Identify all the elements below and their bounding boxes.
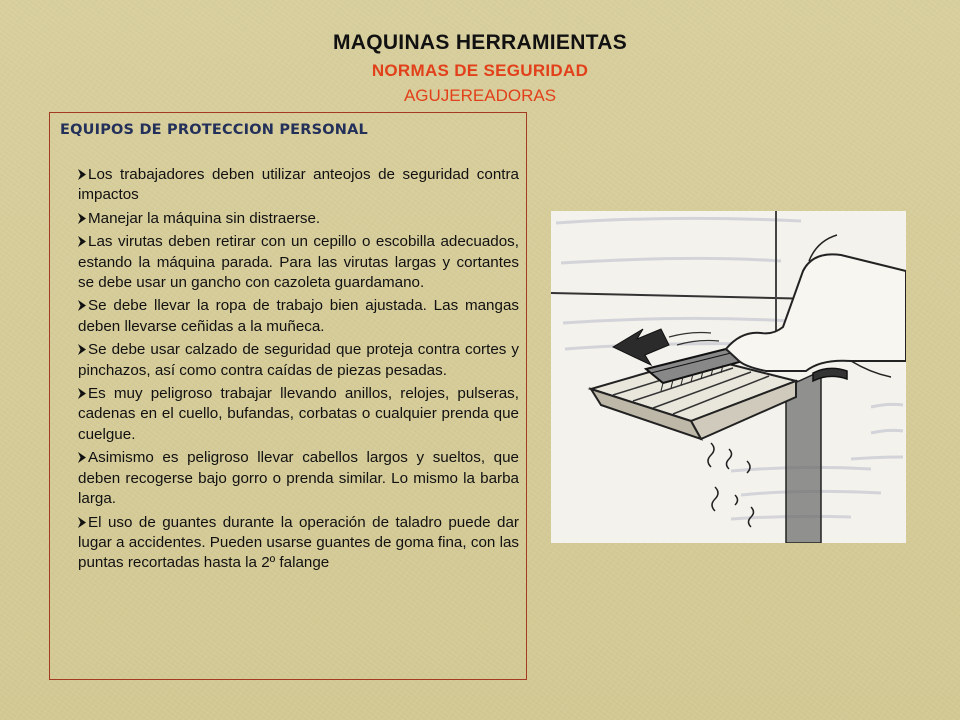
list-item-text: Manejar la máquina sin distraerse.: [88, 209, 321, 227]
list-item: [78, 209, 519, 229]
list-item-text: Los trabajadores deben utilizar anteojos de seguridad contra impactos: [78, 166, 519, 204]
page-subtitle: NORMAS DE SEGURIDAD: [371, 61, 589, 80]
arrow-bullet-icon: [78, 169, 86, 180]
arrow-bullet-icon: [78, 300, 86, 311]
list-item: [78, 165, 519, 206]
section-title: AGUJEREADORAS: [403, 86, 557, 105]
list-item-text: Se debe llevar la ropa de trabajo bien ajustada. Las mangas deben llevarse ceñidas a la muñeca.: [78, 297, 519, 335]
arrow-bullet-icon: [78, 388, 86, 399]
illustration-drawing: [551, 211, 906, 543]
arrow-bullet-icon: [78, 344, 86, 355]
arrow-bullet-icon: [78, 517, 86, 528]
brush-cleaning-illustration: [551, 211, 906, 543]
list-item-text: Asimismo es peligroso llevar cabellos largos y sueltos, que deben recogerse bajo gorro o prenda similar. Lo mismo la barba larga.: [78, 449, 519, 508]
list-item-text: Es muy peligroso trabajar llevando anillos, relojes, pulseras, cadenas en el cuello, bufandas, corbatas o cualquier prenda que cuelgue.: [78, 385, 519, 443]
box-heading: EQUIPOS DE PROTECCION PERSONAL: [60, 122, 369, 138]
arrow-bullet-icon: [78, 213, 86, 224]
list-item: [78, 384, 519, 445]
safety-list: [78, 165, 519, 577]
list-item: [78, 340, 519, 381]
list-item-text: Se debe usar calzado de seguridad que proteja contra cortes y pinchazos, así como contra caídas de piezas pesadas.: [78, 341, 519, 379]
list-item-text: El uso de guantes durante la operación de taladro puede dar lugar a accidentes. Pueden usarse guantes de goma fina, con las puntas recortadas hasta la 2º falange: [78, 513, 519, 572]
list-item: [78, 448, 519, 509]
arrow-bullet-icon: [78, 236, 86, 247]
arrow-bullet-icon: [78, 452, 86, 463]
list-item: [78, 232, 519, 293]
page-title: MAQUINAS HERRAMIENTAS: [332, 31, 628, 54]
list-item: [78, 296, 519, 337]
list-item-text: Las virutas deben retirar con un cepillo o escobilla adecuados, estando la máquina parada. Para las virutas largas y cortantes se debe usar un gancho con cazoleta guardamano.: [78, 233, 519, 292]
list-item: [78, 513, 519, 574]
protection-box: [49, 112, 527, 680]
